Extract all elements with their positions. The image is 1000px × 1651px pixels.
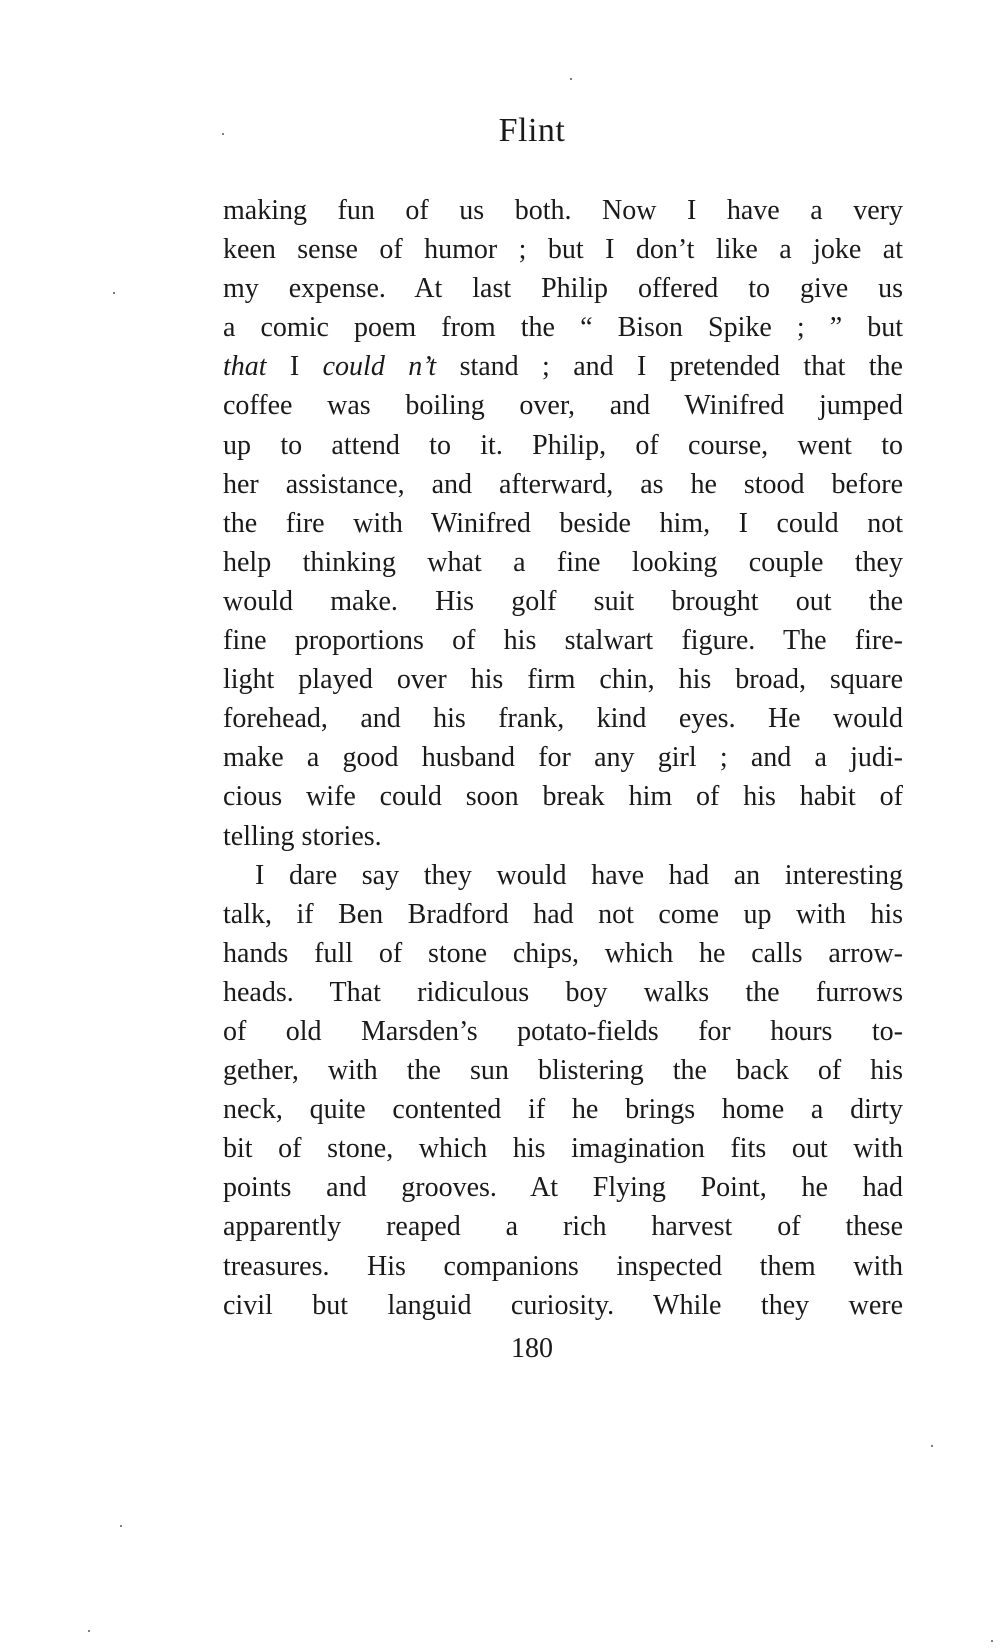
text-line: heads. That ridiculous boy walks the furrows <box>223 976 903 1008</box>
text-line: cious wife could soon break him of his habit of <box>223 781 903 813</box>
running-head: Flint <box>498 112 566 149</box>
paper-speck <box>570 78 572 80</box>
text-line: gether, with the sun blistering the back of his <box>223 1055 903 1087</box>
paper-speck <box>113 292 115 294</box>
text-line: her assistance, and afterward, as he stood before <box>223 468 903 500</box>
text-line: my expense. At last Philip offered to give us <box>223 273 903 305</box>
text-line: apparently reaped a rich harvest of these <box>223 1211 903 1243</box>
text-line: make a good husband for any girl ; and a judi- <box>223 742 903 774</box>
text-line: talk, if Ben Bradford had not come up with his <box>223 898 903 930</box>
paper-speck <box>120 1525 122 1527</box>
italic-word: could n’t <box>322 351 437 383</box>
text-span: I <box>266 351 323 383</box>
text-line: bit of stone, which his imagination fits out with <box>223 1133 903 1165</box>
body-text <box>223 191 903 1325</box>
text-line: points and grooves. At Flying Point, he had <box>223 1172 903 1204</box>
text-line-with-italics <box>223 347 903 386</box>
text-line: forehead, and his frank, kind eyes. He would <box>223 703 903 735</box>
text-line: neck, quite contented if he brings home a dirty <box>223 1094 903 1126</box>
paper-speck <box>931 1445 933 1447</box>
text-line: coffee was boiling over, and Winifred jumped <box>223 390 903 422</box>
text-line: the fire with Winifred beside him, I could not <box>223 507 903 539</box>
text-line: fine proportions of his stalwart figure. The fire- <box>223 625 903 657</box>
text-line: of old Marsden’s potato-fields for hours to- <box>223 1015 903 1047</box>
italic-word: that <box>223 351 267 383</box>
text-line: light played over his firm chin, his broad, square <box>223 664 903 696</box>
text-line: help thinking what a fine looking couple they <box>223 546 903 578</box>
text-line-paragraph-end: telling stories. <box>223 820 382 852</box>
text-line: up to attend to it. Philip, of course, went to <box>223 429 903 461</box>
paper-speck <box>88 1630 90 1632</box>
text-line-paragraph-start: I dare say they would have had an interesting <box>255 859 903 891</box>
text-line: a comic poem from the “ Bison Spike ; ” but <box>223 312 903 344</box>
text-line: keen sense of humor ; but I don’t like a joke at <box>223 234 903 266</box>
text-line: civil but languid curiosity. While they were <box>223 1289 903 1321</box>
paper-speck <box>991 1640 993 1642</box>
paper-speck <box>222 133 224 135</box>
text-line: hands full of stone chips, which he calls arrow- <box>223 937 903 969</box>
text-span: stand ; and I pretended that the <box>436 351 903 383</box>
text-line: treasures. His companions inspected them with <box>223 1250 903 1282</box>
page-number: 180 <box>511 1333 553 1364</box>
text-line: making fun of us both. Now I have a very <box>223 195 903 226</box>
text-line: would make. His golf suit brought out the <box>223 585 903 617</box>
